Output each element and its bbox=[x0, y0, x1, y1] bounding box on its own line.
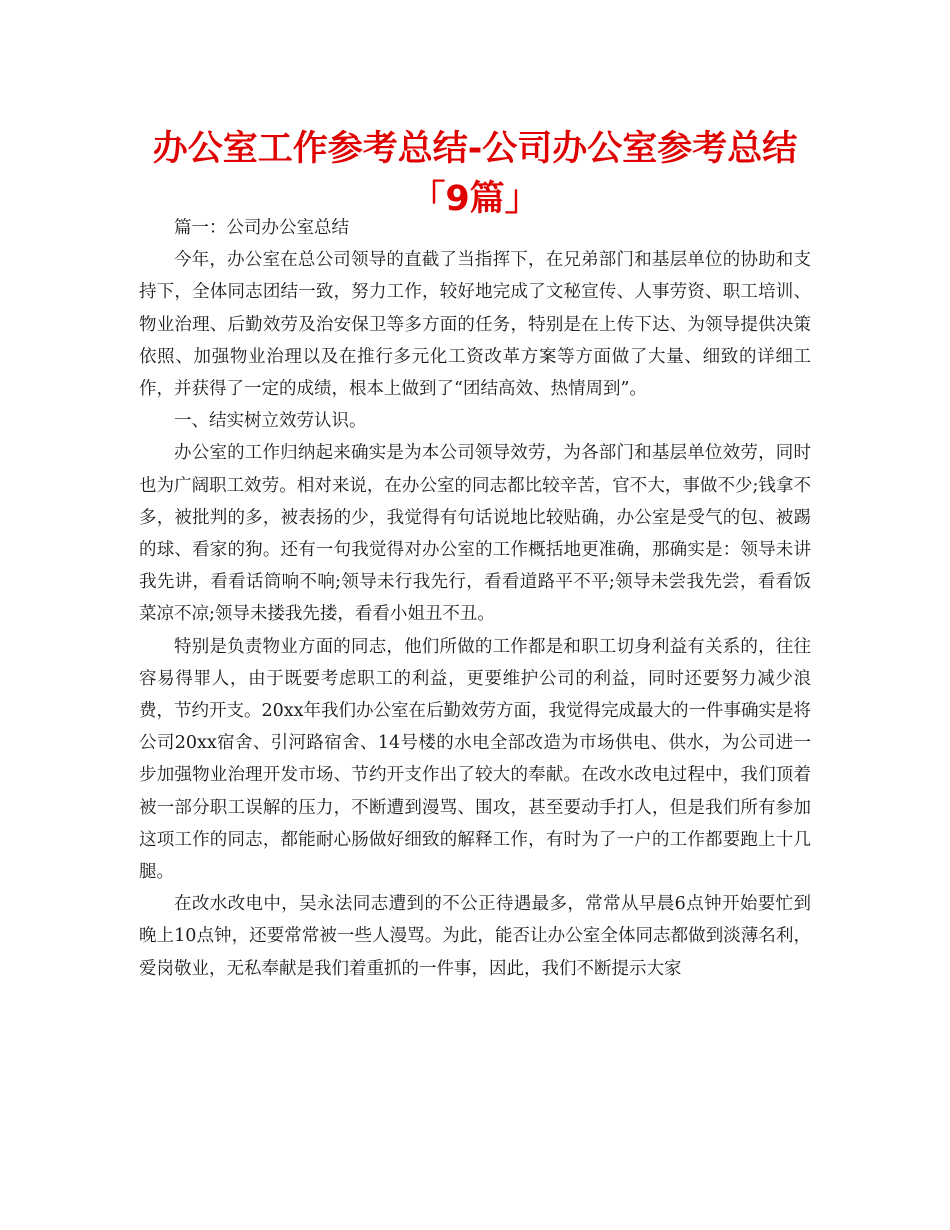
paragraph-renovation: 在改水改电中，吴永法同志遭到的不公正待遇最多，常常从早晨6点钟开始要忙到晚上10点钟，还要常常被一些人漫骂。为此，能否让办公室全体同志都做到淡薄名利，爱岗敬业，无私奉献是我们着重抓的一件事，因此，我们不断提示大家 bbox=[139, 894, 811, 979]
document-body bbox=[139, 212, 811, 985]
paragraph-office-service: 办公室的工作归纳起来确实是为本公司领导效劳，为各部门和基层单位效劳，同时也为广阔职工效劳。相对来说，在办公室的同志都比较辛苦，官不大，事做不少;钱拿不多，被批判的多，被表扬的少，我觉得有句话说地比较贴确，办公室是受气的包、被踢的球、看家的狗。还有一句我觉得对办公室的工作概括地更准确，那确实是：领导未讲我先讲，看看话筒响不响;领导未行我先行，看看道路平不平;领导未尝我先尝，看看饭菜凉不凉;领导未搂我先搂，看看小姐丑不丑。 bbox=[139, 443, 811, 625]
document-title: 办公室工作参考总结-公司办公室参考总结「9篇」 bbox=[152, 129, 798, 219]
paragraph-subheading: 一、结实树立效劳认识。 bbox=[174, 411, 367, 432]
paragraph-section-heading: 篇一：公司办公室总结 bbox=[174, 218, 349, 238]
paragraph-property-management: 特别是负责物业方面的同志，他们所做的工作都是和职工切身利益有关系的，往往容易得罪人，由于既要考虑职工的利益，更要维护公司的利益，同时还要努力减少浪费，节约开支。20xx年我们办公室在后勤效劳方面，我觉得完成最大的一件事确实是将公司20xx宿舍、引河路宿舍、14号楼的水电全部改造为市场供电、供水，为公司进一步加强物业治理开发市场、节约开支作出了较大的奉献。在改水改电过程中，我们顶着被一部分职工误解的压力，不断遭到漫骂、围攻，甚至要动手打人，但是我们所有参加这项工作的同志，都能耐心肠做好细致的解释工作，有时为了一户的工作都要跑上十几腿。 bbox=[139, 636, 812, 883]
paragraph-intro: 今年，办公室在总公司领导的直截了当指挥下，在兄弟部门和基层单位的协助和支持下，全体同志团结一致，努力工作，较好地完成了文秘宣传、人事劳资、职工培训、物业治理、后勤效劳及治安保卫等多方面的任务，特别是在上传下达、为领导提供决策依照、加强物业治理以及在推行多元化工资改革方案等方面做了大量、细致的详细工作，并获得了一定的成绩，根本上做到了“团结高效、热情周到”。 bbox=[139, 250, 811, 400]
